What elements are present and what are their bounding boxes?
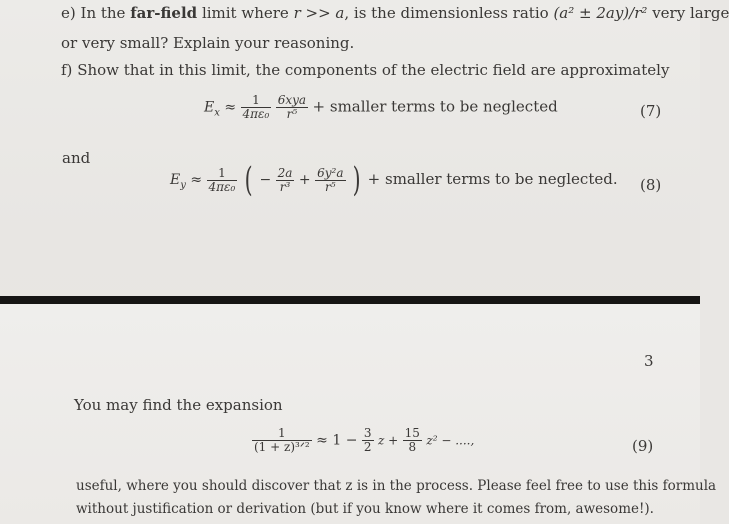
eq8-lhs: E	[170, 172, 181, 188]
eq8-minus: −	[259, 172, 272, 188]
eq7-number: (7)	[640, 102, 662, 120]
eq7-term-denominator: r⁵	[286, 107, 298, 121]
eq8-constant-numerator: 1	[207, 167, 238, 181]
eq7-lhs: E	[204, 99, 215, 116]
eq9-first-coeff-numerator: 3	[363, 426, 372, 440]
eq8-constant-denominator: 4πε₀	[208, 179, 236, 194]
eq8-right-paren: )	[352, 160, 361, 200]
part-e-line2: or very small? Explain your reasoning.	[61, 34, 355, 52]
eq7-term-fraction	[276, 94, 308, 121]
eq7-constant-denominator: 4πε₀	[242, 107, 270, 121]
equation-9	[252, 427, 474, 454]
eq9-second-coeff	[403, 427, 422, 454]
part-e-text-before: In the	[80, 4, 126, 22]
eq7-lhs-sub: x	[214, 107, 220, 119]
eq8-left-paren: (	[244, 160, 253, 200]
eq8-number: (8)	[640, 176, 662, 194]
part-e-condition: r >> a	[293, 4, 345, 22]
page-number: 3	[644, 352, 654, 370]
eq8-term1-numerator: 2a	[277, 165, 293, 180]
eq9-number: (9)	[632, 437, 654, 455]
closing-line1: useful, where you should discover that z is in the process. Please feel free to use this formula	[76, 478, 717, 494]
part-e-text-after: very large	[652, 4, 729, 22]
part-e-line1	[61, 4, 729, 22]
eq8-plus: +	[298, 172, 311, 188]
eq7-constant-numerator: 1	[241, 94, 272, 108]
part-e-label: e)	[61, 4, 76, 22]
eq7-constant-fraction	[241, 94, 272, 121]
eq9-left-fraction	[252, 427, 312, 454]
equation-7	[204, 94, 558, 121]
eq9-first-coeff-denominator: 2	[363, 440, 372, 454]
part-e-bold-term: far-field	[130, 4, 198, 22]
part-f-line	[61, 61, 669, 79]
eq8-approx: ≈	[190, 172, 203, 188]
eq7-tail: + smaller terms to be neglected	[312, 97, 558, 116]
expansion-intro: You may find the expansion	[74, 396, 283, 414]
part-e-ratio: (a² ± 2ay)/r²	[553, 4, 648, 22]
eq8-term1-denominator: r³	[279, 179, 291, 194]
eq9-left-denominator: (1 + z)³ᐟ²	[254, 440, 310, 454]
eq8-tail: + smaller terms to be neglected.	[367, 170, 618, 188]
page-separator-bar	[0, 296, 700, 304]
eq8-lhs-sub: y	[180, 179, 186, 191]
part-e-text-ratio: , is the dimensionless ratio	[344, 4, 549, 22]
eq9-first-term-var: z +	[378, 433, 399, 448]
eq9-second-coeff-denominator: 8	[408, 440, 417, 454]
eq9-first-coeff	[362, 427, 374, 454]
equation-8	[170, 160, 618, 200]
part-f-label: f)	[61, 61, 73, 79]
eq8-term2-fraction	[315, 167, 345, 194]
eq9-left-numerator: 1	[252, 427, 312, 441]
part-e-text-mid: limit where	[201, 4, 289, 22]
eq8-term1-fraction	[276, 167, 295, 194]
eq8-term2-denominator: r⁵	[325, 179, 336, 194]
and-label: and	[62, 149, 91, 167]
part-f-text: Show that in this limit, the components of the electric field are approximately	[77, 61, 670, 79]
closing-line2: without justification or derivation (but if you know where it comes from, awesome!).	[76, 501, 654, 517]
eq8-constant-fraction	[207, 167, 238, 194]
eq9-approx: ≈ 1 −	[316, 432, 358, 449]
eq9-second-term-var: z² − ....,	[426, 433, 475, 448]
eq9-second-coeff-numerator: 15	[404, 426, 420, 440]
eq7-approx: ≈	[224, 99, 237, 116]
eq7-term-numerator: 6xya	[277, 93, 307, 107]
eq8-term2-numerator: 6y²a	[317, 165, 344, 180]
